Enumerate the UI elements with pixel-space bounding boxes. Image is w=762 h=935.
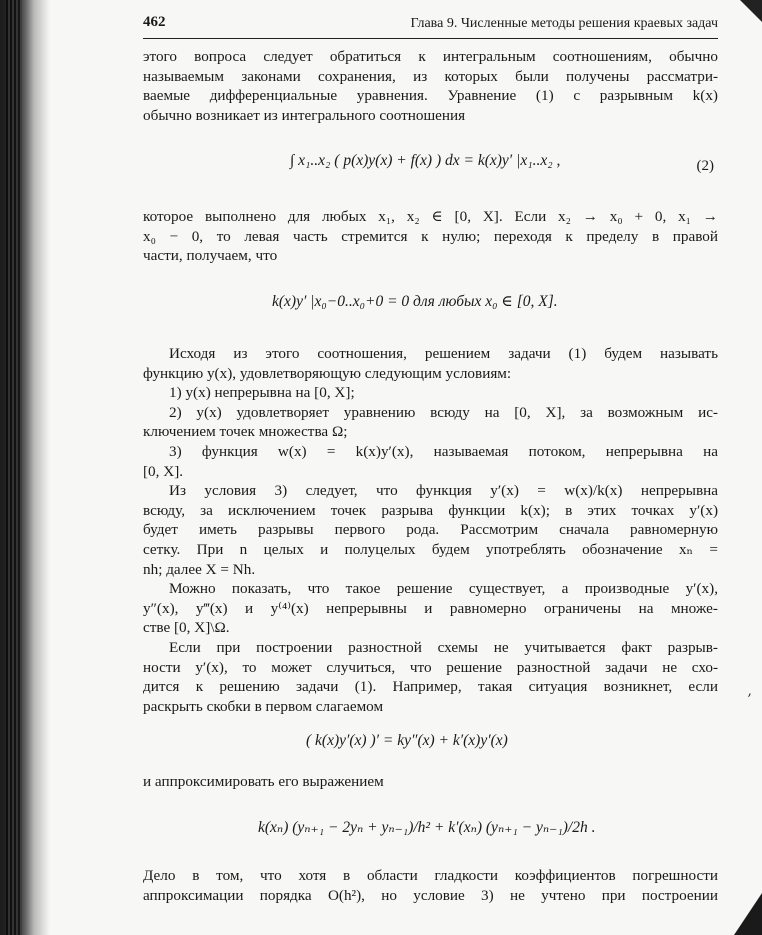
text-line: части, получаем, что [143, 247, 278, 265]
paragraph-5 [143, 866, 718, 905]
text-line: y″(x), y‴(x) и y⁽⁴⁾(x) непрерывны и равномерно ограничены на множе- [143, 599, 718, 617]
paragraph-1 [143, 47, 718, 125]
scan-corner-top [740, 0, 762, 22]
paragraph-2 [143, 207, 718, 266]
text-line: обычно возникает из интегрального соотношения [143, 106, 466, 124]
equation-derivative: ( k(x)y′(x) )′ = ky″(x) + k′(x)y′(x) [306, 732, 508, 749]
text-line: сетку. При n целых и полуцелых будем употреблять обозначение xₙ = [143, 540, 718, 558]
list-item: 3) функция w(x) = k(x)y′(x), называемая потоком, непрерывна на [169, 442, 718, 460]
text-line: Дело в том, что хотя в области гладкости коэффициентов погрешности [143, 867, 718, 884]
paragraph-4 [143, 772, 718, 792]
text-line: Можно показать, что такое решение существует, а производные y′(x), [169, 580, 718, 598]
equation-approximation: k(xₙ) (yₙ₊₁ − 2yₙ + yₙ₋₁)/h² + k′(xₙ) (yₙ₊₁ − yₙ₋₁)/2h . [258, 819, 596, 836]
page-header [143, 14, 718, 39]
equation-number: (2) [696, 158, 714, 174]
text-line: nh; далее X = Nh. [143, 560, 256, 578]
text-line: функцию y(x), удовлетворяющую следующим условиям: [143, 364, 512, 382]
list-item: 2) y(x) удовлетворяет уравнению всюду на [0, X], за возможным ис- [169, 403, 718, 421]
text-line: раскрыть скобки в первом слагаемом [143, 697, 384, 715]
list-item: 1) y(x) непрерывна на [0, X]; [169, 384, 355, 402]
text-line: Если при построении разностной схемы не учитывается факт разрыв- [169, 638, 718, 656]
text-line: Исходя из этого соотношения, решением задачи (1) будем называть [169, 345, 718, 362]
text-line: ваемые дифференциальные уравнения. Уравнение (1) с разрывным k(x) [143, 87, 718, 105]
text-line: дится к решению задачи (1). Например, такая ситуация возникнет, если [143, 678, 718, 696]
text-line: стве [0, X]\Ω. [143, 619, 230, 637]
scan-corner-bottom [734, 893, 762, 935]
text-line: x₀ − 0, то левая часть стремится к нулю; переходя к пределу в правой [143, 227, 718, 245]
equation-limit: k(x)y′ |x₀−0..x₀+0 = 0 для любых x₀ ∈ [0, X]. [272, 293, 558, 310]
text-line: которое выполнено для любых x₁, x₂ ∈ [0, X]. Если x₂ → x₀ + 0, x₁ → [143, 208, 718, 225]
equation-2: ∫ x₁..x₂ ( p(x)y(x) + f(x) ) dx = k(x)y′ |x₁..x₂ , [290, 152, 561, 169]
text-line: этого вопроса следует обратиться к интегральным соотношениям, обычно [143, 48, 718, 65]
margin-mark: , [747, 683, 752, 699]
text-line: и аппроксимировать его выражением [143, 773, 384, 790]
text-line: будет иметь разрывы первого рода. Рассмотрим сначала равномерную [143, 521, 718, 539]
binding-texture [6, 0, 22, 935]
text-line: аппроксимации порядка O(h²), но условие 3) не учтено при построении [143, 886, 718, 904]
text-line: [0, X]. [143, 462, 184, 480]
page-number: 462 [143, 14, 166, 30]
running-head: Глава 9. Численные методы решения краевых задач [410, 16, 718, 31]
book-binding-shadow [0, 0, 50, 935]
text-line: ности y′(x), то может случиться, что решение разностной задачи не схо- [143, 658, 718, 676]
text-line: называемым законами сохранения, из которых были получены рассматри- [143, 67, 718, 85]
text-line: всюду, за исключением точек разрыва функции k(x); в этих точках y′(x) [143, 501, 718, 519]
text-line: ключением точек множества Ω; [143, 423, 348, 441]
paragraph-3 [143, 344, 718, 716]
text-line: Из условия 3) следует, что функция y′(x) = w(x)/k(x) непрерывна [169, 482, 718, 500]
